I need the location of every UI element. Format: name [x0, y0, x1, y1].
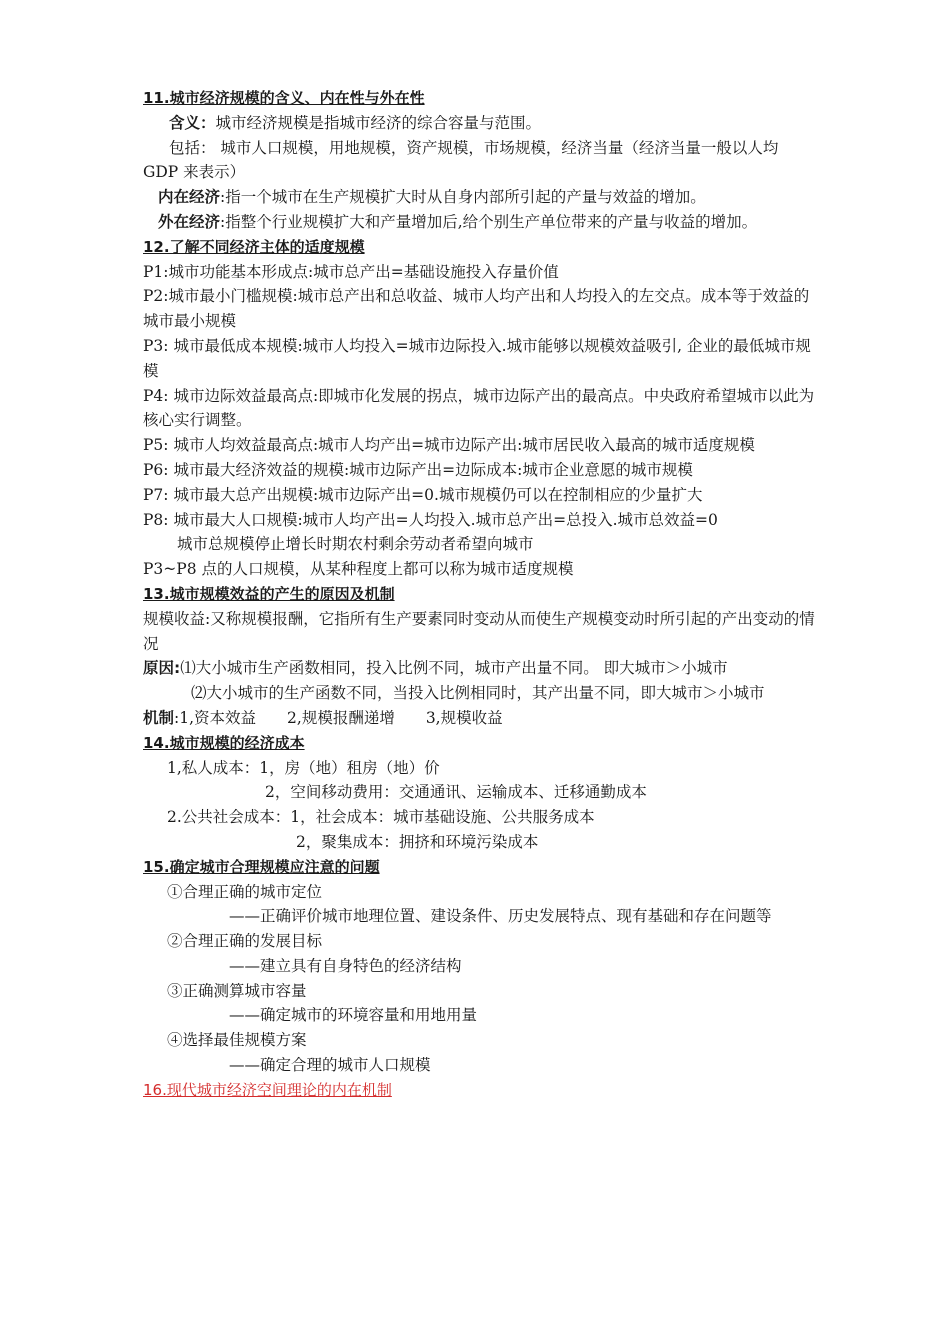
- s13-reason-label: 原因:: [143, 659, 181, 678]
- s11-internal-text: :指一个城市在生产规模扩大时从自身内部所引起的产量与效益的增加。: [220, 188, 706, 207]
- s15-item-2-title: ②合理正确的发展目标: [167, 932, 323, 951]
- s14-line-1: 1,私人成本：1，房（地）租房（地）价: [167, 758, 440, 777]
- section-15-heading: 15.确定城市合理规模应注意的问题: [143, 857, 380, 876]
- s11-external-label: 外在经济: [158, 212, 221, 231]
- section-12-heading: 12.了解不同经济主体的适度规模: [143, 237, 365, 256]
- s15-item-1-desc: ——正确评价城市地理位置、建设条件、历史发展特点、现有基础和存在问题等: [229, 907, 772, 926]
- s12-line-p7: P7: 城市最大总产出规模:城市边际产出=0.城市规模仍可以在控制相应的少量扩大: [143, 485, 703, 504]
- s12-line-p2: P2:城市最小门槛规模:城市总产出和总收益、城市人均产出和人均投入的左交点。成本等于效益的城市最小规模: [143, 287, 810, 331]
- s11-external: [143, 210, 815, 235]
- s14-line-3: 2.公共社会成本：1，社会成本：城市基础设施、公共服务成本: [167, 808, 595, 827]
- s11-internal-label: 内在经济: [158, 188, 221, 207]
- document-page: [143, 86, 815, 1103]
- s13-mechanism: [143, 706, 815, 731]
- s14-line-4: 2，聚集成本：拥挤和环境污染成本: [296, 832, 539, 851]
- s15-item-2-desc: ——建立具有自身特色的经济结构: [229, 956, 462, 975]
- s11-definition-label: 含义：: [169, 113, 216, 132]
- s12-line-p1: P1:城市功能基本形成点:城市总产出=基础设施投入存量价值: [143, 262, 559, 281]
- s12-line-summary: P3~P8 点的人口规模，从某种程度上都可以称为城市适度规模: [143, 560, 574, 579]
- s13-definition: 规模收益:又称规模报酬，它指所有生产要素同时变动从而使生产规模变动时所引起的产出变动的情况: [143, 609, 815, 653]
- s14-line-2: 2，空间移动费用：交通通讯、运输成本、迁移通勤成本: [265, 783, 647, 802]
- s13-reason-1-text: ⑴大小城市生产函数相同，投入比例不同，城市产出量不同。 即大城市＞小城市: [180, 659, 728, 678]
- s15-item-4-desc: ——确定合理的城市人口规模: [229, 1056, 431, 1075]
- s12-line-p6: P6: 城市最大经济效益的规模:城市边际产出=边际成本:城市企业意愿的城市规模: [143, 460, 693, 479]
- s12-line-p5: P5: 城市人均效益最高点:城市人均产出=城市边际产出:城市居民收入最高的城市适度规模: [143, 436, 755, 455]
- s12-line-p8-note: 城市总规模停止增长时期农村剩余劳动者希望向城市: [177, 535, 534, 554]
- s15-item-4-title: ④选择最佳规模方案: [167, 1031, 307, 1050]
- s11-includes: 包括： 城市人口规模，用地规模，资产规模，市场规模，经济当量（经济当量一般以人均 GDP 来表示）: [143, 138, 779, 182]
- s12-line-p8: P8: 城市最大人口规模:城市人均产出=人均投入.城市总产出=总投入.城市总效益=0: [143, 510, 718, 529]
- s11-definition-text: 城市经济规模是指城市经济的综合容量与范围。: [215, 113, 542, 132]
- s13-reason-1: [143, 656, 815, 681]
- s13-reason-2: ⑵大小城市的生产函数不同，当投入比例相同时，其产出量不同，即大城市＞小城市: [191, 684, 765, 703]
- s12-line-p3: P3: 城市最低成本规模:城市人均投入=城市边际投入.城市能够以规模效益吸引, 企业的最低城市规模: [143, 336, 811, 380]
- section-14-heading: 14.城市规模的经济成本: [143, 733, 305, 752]
- section-16-heading: 16.现代城市经济空间理论的内在机制: [143, 1080, 392, 1099]
- s11-internal: [143, 185, 815, 210]
- section-13-heading: 13.城市规模效益的产生的原因及机制: [143, 584, 395, 603]
- s11-external-text: :指整个行业规模扩大和产量增加后,给个别生产单位带来的产量与收益的增加。: [220, 212, 758, 231]
- s12-line-p4: P4: 城市边际效益最高点:即城市化发展的拐点，城市边际产出的最高点。中央政府希望城市以此为核心实行调整。: [143, 386, 815, 430]
- s13-mechanism-text: :1,资本效益 2,规模报酬递增 3,规模收益: [174, 708, 503, 727]
- s13-mechanism-label: 机制: [143, 708, 175, 727]
- s15-item-1-title: ①合理正确的城市定位: [167, 882, 323, 901]
- s11-definition: [143, 111, 815, 136]
- section-11-heading: 11.城市经济规模的含义、内在性与外在性: [143, 89, 425, 107]
- s15-item-3-title: ③正确测算城市容量: [167, 981, 307, 1000]
- s15-item-3-desc: ——确定城市的环境容量和用地用量: [229, 1006, 478, 1025]
